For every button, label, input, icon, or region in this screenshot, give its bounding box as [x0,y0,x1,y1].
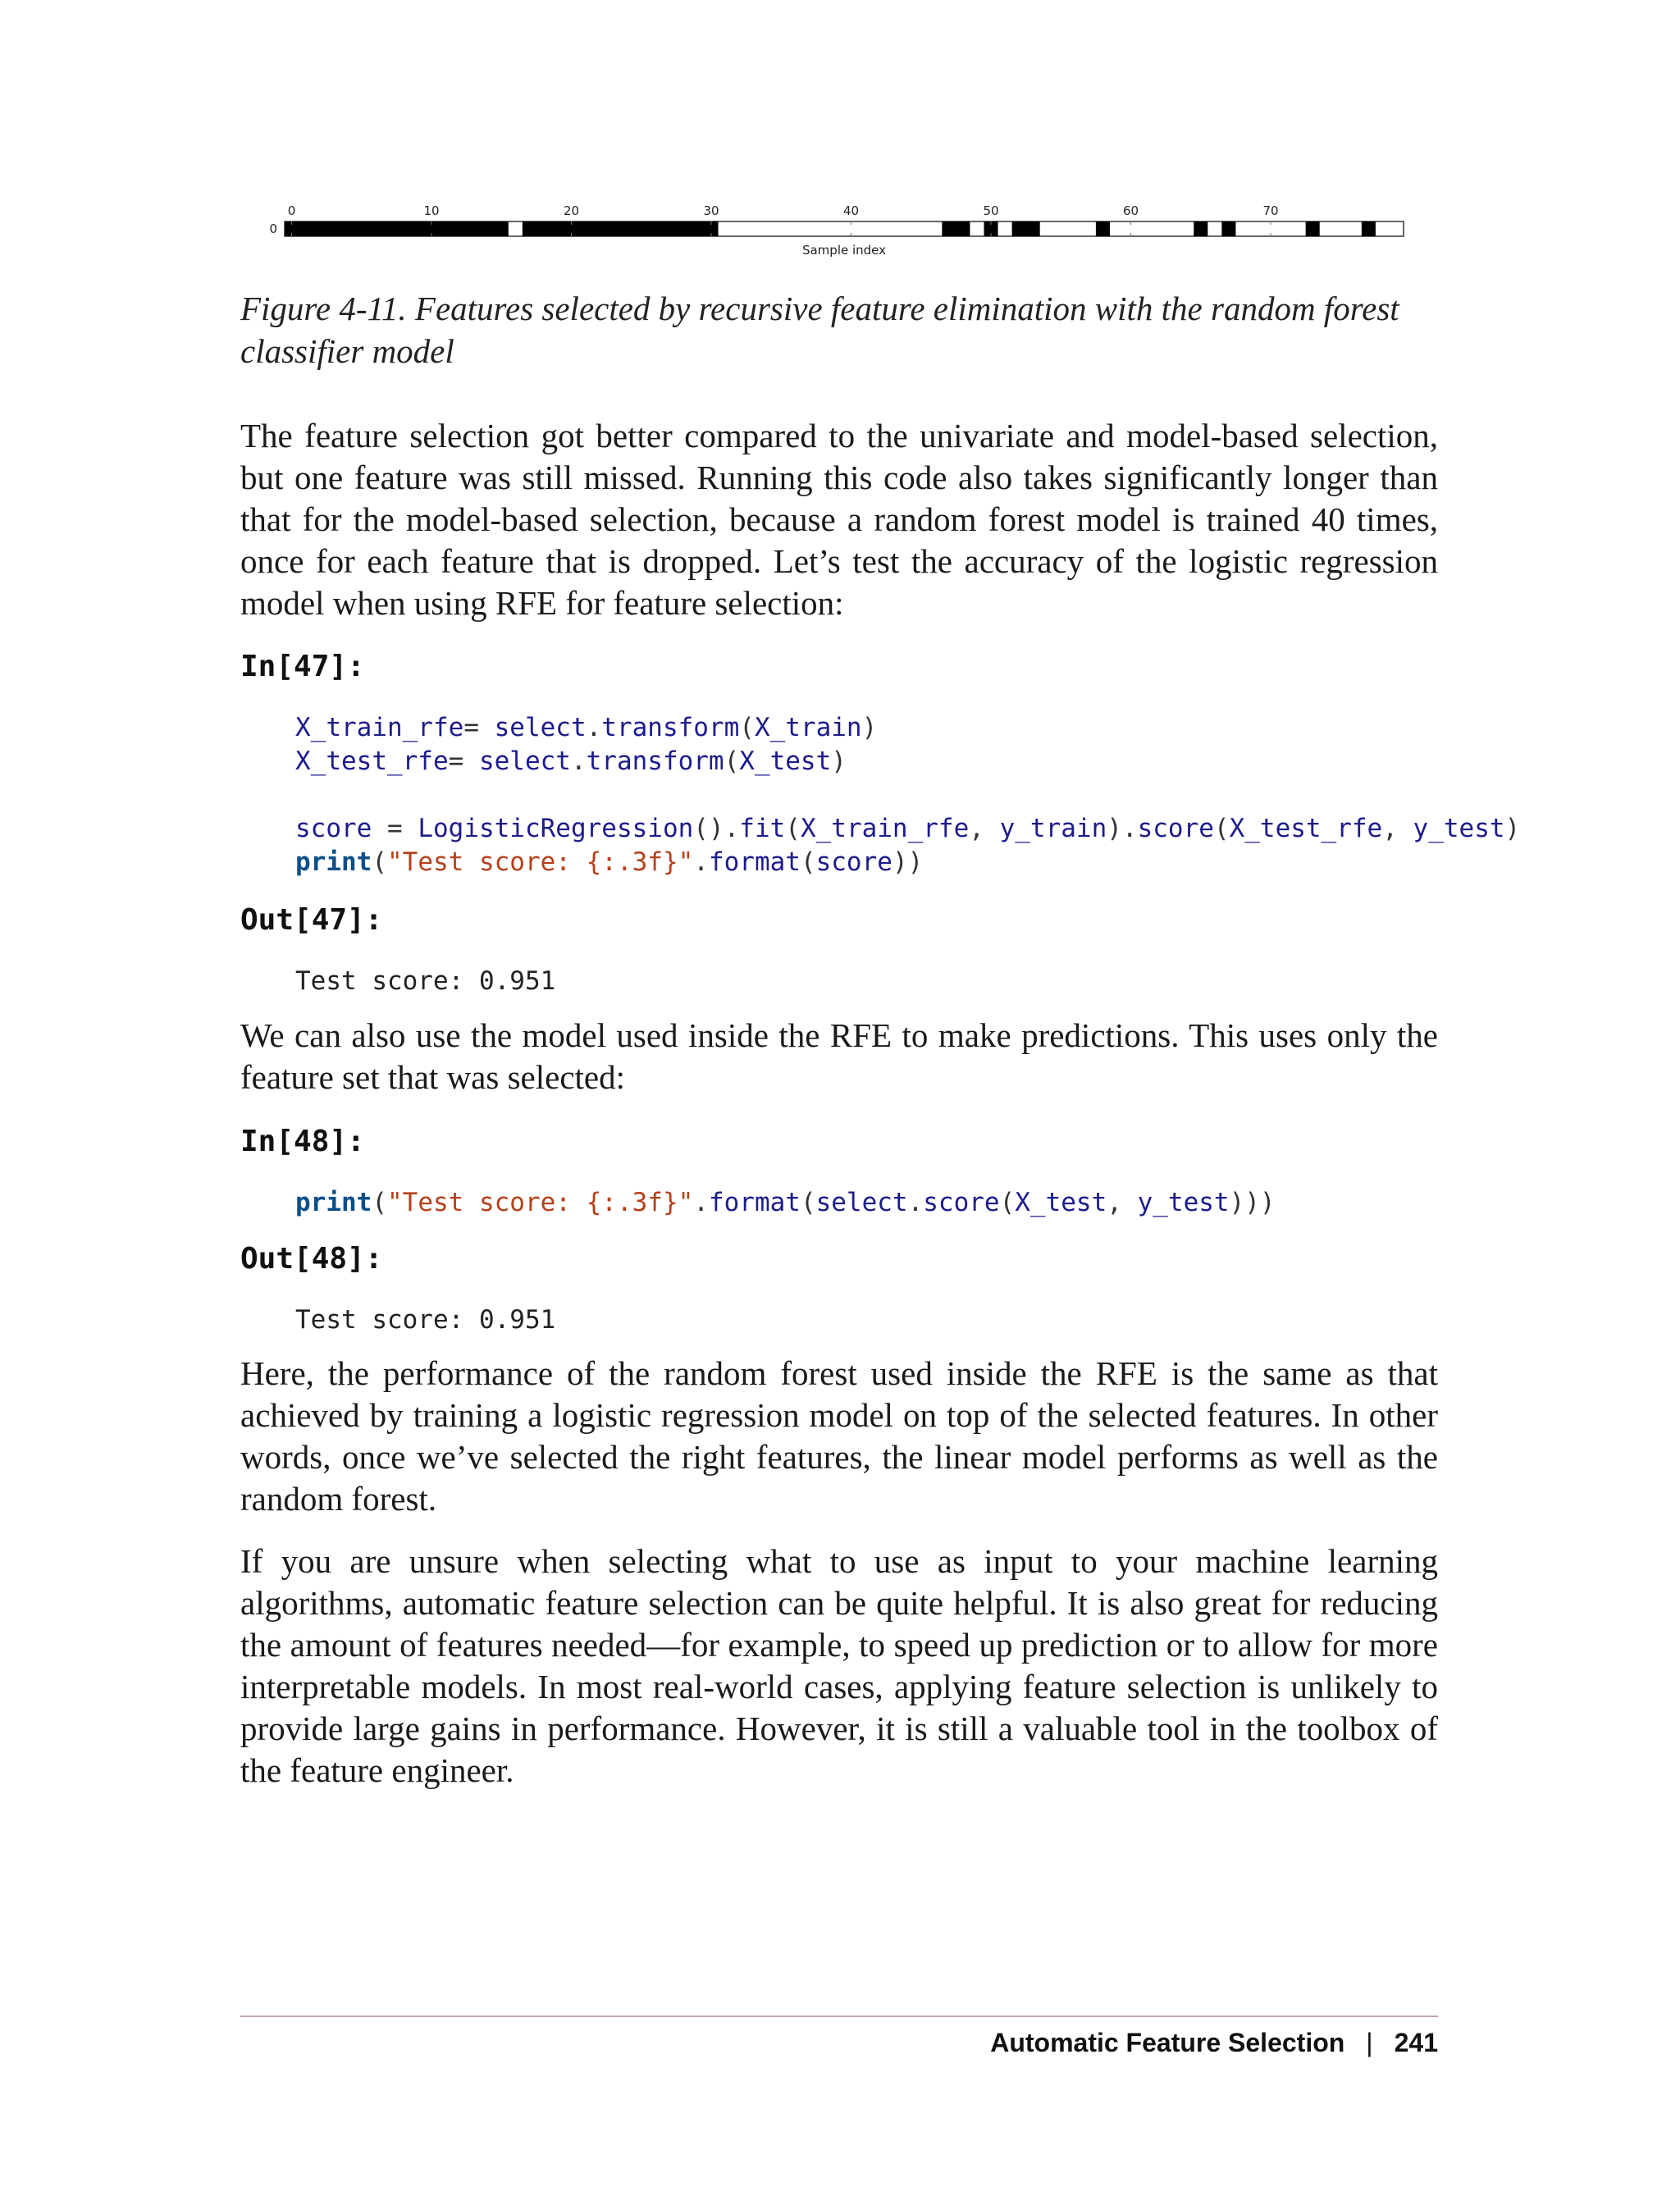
output-48: Test score: 0.951 [295,1305,556,1335]
mask-cell [1194,221,1208,236]
mask-cell [396,221,410,236]
mask-cell [340,221,354,236]
mask-cell [760,221,774,236]
code-line: X_test_rfe= select.transform(X_test) [295,746,847,776]
output-prompt-48: Out[48]: [240,1242,383,1276]
mask-cell [592,221,606,236]
mask-cell [1235,221,1249,236]
x-axis-label: Sample index [801,243,887,258]
mask-cell [886,221,900,236]
paragraph-4: If you are unsure when selecting what to use as input to your machine learning algorithms, automatic feature selection can be quite helpful. It is also great for reducing the amount of features needed—for example, to speed up prediction or to allow for more interpretable models. In most real-world cases, applying feature selection is unlikely to provide large gains in performance. However, it is still a valuable tool in the toolbox of the feature engineer. [240,1542,1438,1789]
mask-cell [662,221,676,236]
paragraph-2: We can also use the model used inside the RFE to make predictions. This uses only the feature set that was selected: [240,1016,1438,1096]
mask-cell [495,221,509,236]
mask-cell [1376,221,1390,236]
mask-cell [634,221,648,236]
x-tick-label: 40 [842,203,860,218]
mask-cell [1320,221,1334,236]
mask-cell [733,221,746,236]
figure-caption: Figure 4-11. Features selected by recursive feature elimination with the random forest classifier model [240,290,1399,370]
mask-cell [439,221,453,236]
output-prompt-47: Out[47]: [240,903,383,937]
mask-cell [313,221,326,236]
x-tick-label: 60 [1122,203,1139,218]
footer-rule [240,2016,1438,2017]
mask-cell [536,221,550,236]
mask-cell [620,221,634,236]
mask-cell [830,221,844,236]
mask-cell [900,221,914,236]
mask-cell [1348,221,1362,236]
code-line: print("Test score: {:.3f}".format(select.score(X_test, y_test))) [295,1188,1276,1217]
mask-cell [1040,221,1054,236]
code-cell-47 [295,711,1520,879]
paragraph-1: The feature selection got better compared to the univariate and model-based selection, but one feature was still missed. Running this code also takes significantly longer than that for the model-based selection, because a random forest model is trained 40 times, once for each feature that is dropped. Let’s test the accuracy of the logistic regression model when using RFE for feature selection: [240,417,1438,622]
mask-cell [1096,221,1110,236]
mask-cell [788,221,802,236]
mask-cell [1054,221,1068,236]
feature-mask-figure [262,195,1427,261]
mask-cell [1390,221,1404,236]
y-tick-label: 0 [269,221,277,236]
code-line: print("Test score: {:.3f}".format(score)) [295,847,924,877]
mask-cell [1292,221,1306,236]
page-footer [990,2028,1438,2058]
mask-cell [481,221,495,236]
mask-cell [1221,221,1235,236]
mask-cell [648,221,662,236]
mask-cell [1068,221,1082,236]
output-47: Test score: 0.951 [295,966,556,996]
mask-cell [1362,221,1376,236]
mask-cell [1334,221,1348,236]
mask-cell [550,221,564,236]
paragraph-3: Here, the performance of the random forest used inside the RFE is the same as that achieved by training a logistic regression model on top of the selected features. In other words, once we’ve selected the right features, the linear model performs as well as the random forest. [240,1354,1438,1518]
mask-cell [676,221,690,236]
mask-cell [690,221,704,236]
mask-cell [453,221,467,236]
footer-section-title: Automatic Feature Selection [990,2028,1345,2057]
mask-cell [1012,221,1026,236]
x-tick-label: 10 [423,203,440,218]
mask-cell [942,221,956,236]
x-tick-label: 50 [983,203,999,218]
mask-cell [970,221,984,236]
mask-cell [1180,221,1194,236]
mask-cell [1082,221,1096,236]
footer-separator: | [1366,2028,1373,2057]
mask-cell [998,221,1012,236]
x-tick-label: 30 [703,203,719,218]
code-cell-48 [295,1186,1276,1220]
mask-cell [1152,221,1166,236]
mask-cell [746,221,760,236]
mask-cell [719,221,733,236]
mask-cell [410,221,424,236]
mask-cell [606,221,620,236]
mask-cell [956,221,970,236]
mask-cell [578,221,592,236]
mask-cell [1208,221,1221,236]
mask-cell [1026,221,1040,236]
mask-cell [914,221,928,236]
mask-cell [368,221,382,236]
mask-cell [1249,221,1263,236]
x-tick-label: 0 [287,203,296,218]
mask-cell [816,221,830,236]
mask-cell [299,221,313,236]
mask-cell [467,221,481,236]
mask-cell [928,221,942,236]
mask-cell [802,221,816,236]
mask-cell [523,221,536,236]
x-tick-label: 70 [1262,203,1279,218]
input-prompt-48: In[48]: [240,1125,365,1158]
mask-cell [774,221,788,236]
mask-cell [858,221,872,236]
mask-cell [326,221,340,236]
code-line: X_train_rfe= select.transform(X_train) [295,713,878,742]
x-tick-label: 20 [563,203,580,218]
mask-cell [872,221,886,236]
mask-cell [354,221,368,236]
mask-cell [1306,221,1320,236]
mask-cell [1166,221,1180,236]
mask-cell [382,221,396,236]
mask-cell [1110,221,1124,236]
code-line [295,778,1520,812]
page-number: 241 [1394,2028,1438,2057]
input-prompt-47: In[47]: [240,650,365,683]
mask-cell [1138,221,1152,236]
mask-cell [509,221,523,236]
code-line: score = LogisticRegression().fit(X_train_rfe, y_train).score(X_test_rfe, y_test) [295,814,1521,843]
mask-cell [1278,221,1292,236]
